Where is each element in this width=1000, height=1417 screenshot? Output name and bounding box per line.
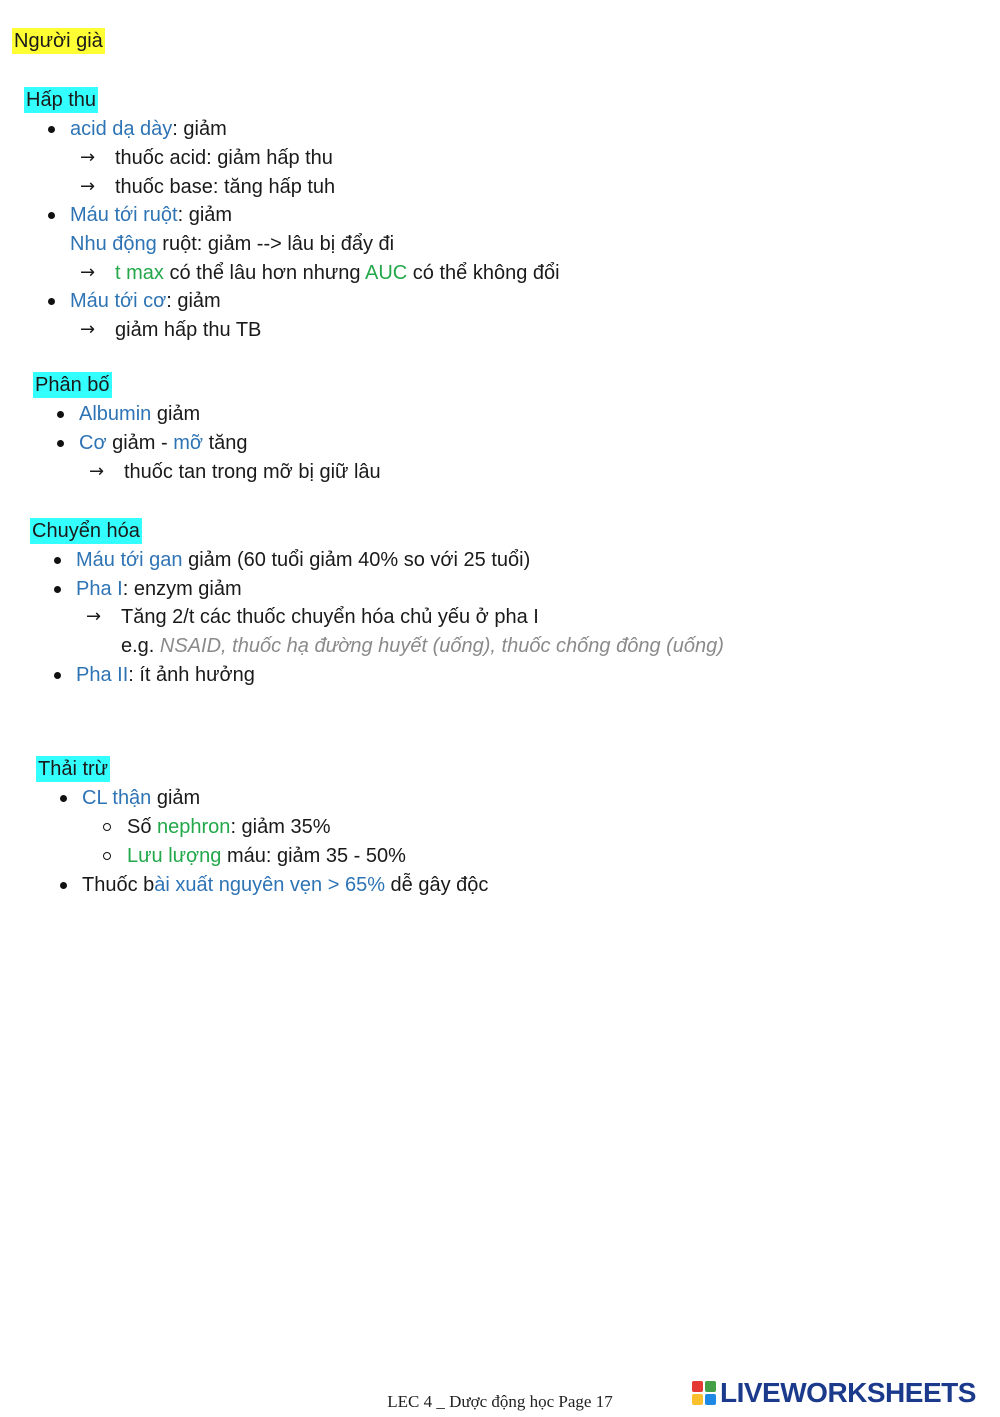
bullet-icon xyxy=(48,212,55,219)
bullet-icon xyxy=(48,298,55,305)
bullet-icon xyxy=(54,557,61,564)
list-item: CL thận giảm xyxy=(82,787,201,809)
list-item: Máu tới cơ: giảm xyxy=(70,290,221,312)
liveworksheets-logo xyxy=(692,1377,976,1409)
list-item: thuốc base: tăng hấp tuh xyxy=(115,176,336,198)
circle-bullet-icon xyxy=(103,823,111,831)
logo-mark-icon xyxy=(692,1381,716,1405)
list-item: Pha II: ít ảnh hưởng xyxy=(76,664,255,686)
section-heading-distribution: Phân bố xyxy=(35,374,110,396)
section-heading-metabolism: Chuyển hóa xyxy=(32,520,140,542)
list-item: Lưu lượng máu: giảm 35 - 50% xyxy=(127,845,406,867)
bullet-icon xyxy=(57,440,64,447)
bullet-icon xyxy=(48,126,55,133)
list-item: Máu tới ruột: giảm xyxy=(70,204,233,226)
list-item: t max có thể lâu hơn nhưng AUC có thể không đổi xyxy=(115,262,560,284)
list-item: Pha I: enzym giảm xyxy=(76,578,242,600)
bullet-icon xyxy=(57,411,64,418)
arrow-icon: → xyxy=(86,606,102,627)
arrow-icon: → xyxy=(89,461,105,482)
logo-square-icon xyxy=(705,1394,716,1405)
section-heading-absorption: Hấp thu xyxy=(26,89,97,111)
arrow-icon: → xyxy=(80,262,96,283)
list-item: Thuốc bài xuất nguyên vẹn > 65% dễ gây độc xyxy=(82,874,489,896)
list-item: Số nephron: giảm 35% xyxy=(127,816,331,838)
page-title: Người già xyxy=(14,30,103,52)
logo-text: LIVEWORKSHEETS xyxy=(720,1377,976,1408)
example-line: e.g. NSAID, thuốc hạ đường huyết (uống), thuốc chống đông (uống) xyxy=(121,635,724,657)
circle-bullet-icon xyxy=(103,852,111,860)
logo-square-icon xyxy=(705,1381,716,1392)
list-item: thuốc acid: giảm hấp thu xyxy=(115,147,333,169)
logo-square-icon xyxy=(692,1394,703,1405)
page-footer: LEC 4 _ Dược động học Page 17 xyxy=(387,1392,613,1411)
arrow-icon: → xyxy=(80,147,96,168)
section-heading-excretion: Thải trừ xyxy=(38,758,109,780)
list-item: Tăng 2/t các thuốc chuyển hóa chủ yếu ở pha I xyxy=(121,606,539,628)
logo-square-icon xyxy=(692,1381,703,1392)
list-item: Cơ giảm - mỡ tăng xyxy=(79,432,248,454)
list-item: thuốc tan trong mỡ bị giữ lâu xyxy=(124,461,381,483)
bullet-icon xyxy=(54,672,61,679)
list-item: Nhu động ruột: giảm --> lâu bị đẩy đi xyxy=(70,233,395,255)
list-item: Albumin giảm xyxy=(79,403,201,425)
bullet-icon xyxy=(54,586,61,593)
list-item: acid dạ dày: giảm xyxy=(70,118,227,140)
bullet-icon xyxy=(60,795,67,802)
arrow-icon: → xyxy=(80,319,96,340)
list-item: Máu tới gan giảm (60 tuổi giảm 40% so với 25 tuổi) xyxy=(76,549,531,571)
arrow-icon: → xyxy=(80,176,96,197)
bullet-icon xyxy=(60,882,67,889)
list-item: giảm hấp thu TB xyxy=(115,319,262,341)
